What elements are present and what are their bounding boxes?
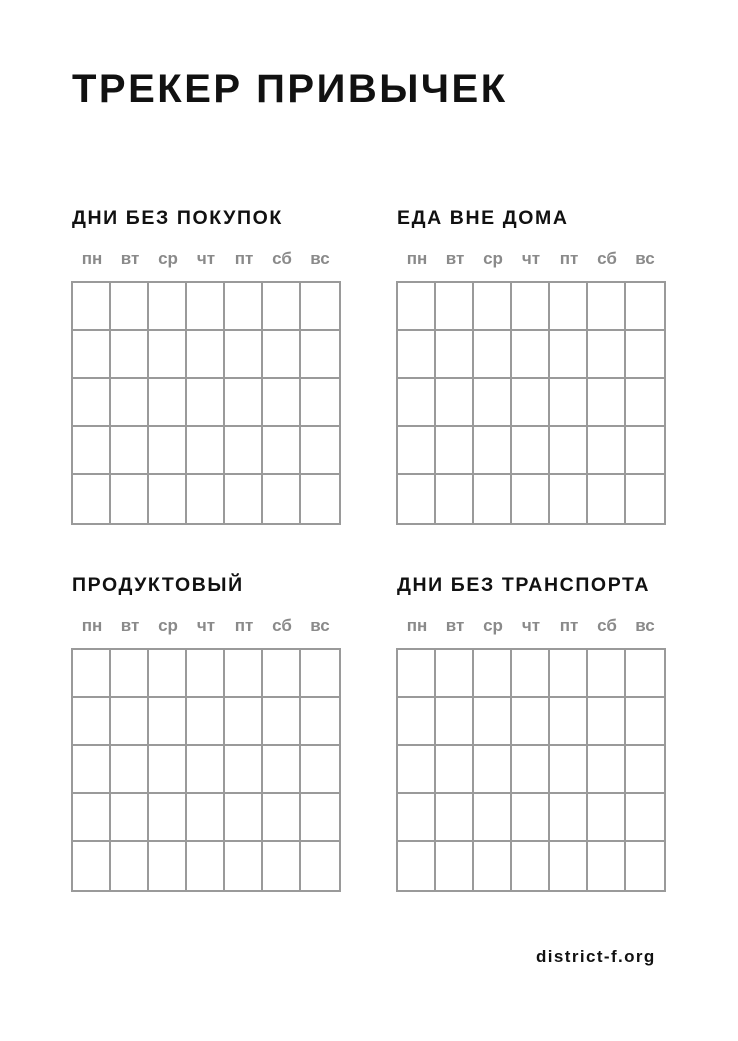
habit-cell (149, 427, 187, 475)
habit-cell (301, 746, 339, 794)
habit-cell (550, 842, 588, 890)
habit-cell (225, 746, 263, 794)
habit-cell (263, 794, 301, 842)
habit-cell (588, 794, 626, 842)
habit-cell (149, 475, 187, 523)
habit-cell (263, 331, 301, 379)
habit-cell (626, 794, 664, 842)
habit-cell (588, 475, 626, 523)
weekday-header (397, 248, 666, 270)
day-label: сб (597, 249, 617, 268)
habit-cell (512, 650, 550, 698)
tracker-title: ПРОДУКТОВЫЙ (72, 574, 244, 596)
habit-cell (225, 794, 263, 842)
day-label: вт (120, 249, 140, 268)
habit-cell (187, 842, 225, 890)
habit-cell (301, 331, 339, 379)
habit-cell (436, 794, 474, 842)
day-label: сб (272, 616, 292, 635)
habit-cell (225, 283, 263, 331)
footer-site: district-f.org (536, 947, 656, 966)
habit-cell (626, 283, 664, 331)
habit-cell (149, 794, 187, 842)
day-label: вт (445, 249, 465, 268)
tracker-title: ДНИ БЕЗ ТРАНСПОРТА (397, 574, 651, 596)
day-label: чт (196, 249, 216, 268)
habit-cell (398, 475, 436, 523)
habit-cell (263, 379, 301, 427)
tracker-eating-out (397, 206, 667, 524)
habit-cell (73, 475, 111, 523)
habit-cell (550, 331, 588, 379)
habit-cell (512, 379, 550, 427)
habit-cell (550, 698, 588, 746)
day-label: пн (406, 249, 428, 268)
habit-cell (187, 427, 225, 475)
habit-cell (550, 427, 588, 475)
habit-cell (187, 331, 225, 379)
habit-cell (73, 698, 111, 746)
habit-cell (626, 331, 664, 379)
habit-cell (626, 427, 664, 475)
habit-cell (73, 379, 111, 427)
habit-cell (474, 283, 512, 331)
habit-cell (301, 794, 339, 842)
habit-cell (263, 842, 301, 890)
habit-cell (111, 427, 149, 475)
habit-cell (474, 746, 512, 794)
habit-cell (626, 746, 664, 794)
habit-cell (111, 842, 149, 890)
habit-cell (474, 650, 512, 698)
habit-cell (149, 331, 187, 379)
day-label: пт (234, 249, 254, 268)
habit-cell (111, 475, 149, 523)
habit-cell (111, 650, 149, 698)
habit-cell (588, 283, 626, 331)
tracker-title: ДНИ БЕЗ ПОКУПОК (72, 207, 283, 229)
day-label: вт (445, 616, 465, 635)
habit-cell (263, 427, 301, 475)
habit-cell (301, 427, 339, 475)
habit-cell (474, 842, 512, 890)
habit-cell (588, 746, 626, 794)
habit-cell (73, 427, 111, 475)
habit-cell (301, 842, 339, 890)
habit-cell (626, 379, 664, 427)
habit-cell (512, 331, 550, 379)
day-label: вс (310, 616, 330, 635)
day-label: пт (559, 616, 579, 635)
habit-cell (474, 698, 512, 746)
day-label: чт (521, 616, 541, 635)
habit-cell (111, 794, 149, 842)
habit-cell (187, 379, 225, 427)
habit-cell (225, 331, 263, 379)
habit-cell (149, 746, 187, 794)
day-label: пт (234, 616, 254, 635)
habit-cell (398, 794, 436, 842)
habit-cell (436, 650, 474, 698)
weekday-header (72, 615, 341, 637)
day-label: вс (635, 616, 655, 635)
habit-cell (263, 746, 301, 794)
day-label: сб (597, 616, 617, 635)
habit-cell (73, 650, 111, 698)
habit-cell (588, 698, 626, 746)
habit-cell (398, 650, 436, 698)
habit-cell (149, 698, 187, 746)
habit-cell (550, 746, 588, 794)
habit-cell (111, 746, 149, 794)
day-label: вс (635, 249, 655, 268)
habit-cell (550, 475, 588, 523)
habit-cell (187, 475, 225, 523)
habit-cell (436, 746, 474, 794)
habit-cell (149, 379, 187, 427)
habit-cell (588, 331, 626, 379)
habit-cell (111, 331, 149, 379)
habit-cell (301, 475, 339, 523)
habit-cell (111, 379, 149, 427)
habit-cell (225, 842, 263, 890)
day-label: пн (81, 616, 103, 635)
habit-cell (626, 475, 664, 523)
habit-cell (550, 650, 588, 698)
habit-cell (263, 475, 301, 523)
habit-cell (301, 379, 339, 427)
habit-cell (225, 698, 263, 746)
habit-cell (73, 842, 111, 890)
habit-cell (263, 698, 301, 746)
habit-cell (398, 427, 436, 475)
habit-cell (436, 427, 474, 475)
tracker-no-transport (397, 573, 667, 891)
habit-cell (187, 794, 225, 842)
habit-cell (398, 842, 436, 890)
habit-cell (398, 331, 436, 379)
tracker-grocery (72, 573, 342, 891)
habit-cell (187, 746, 225, 794)
habit-cell (512, 746, 550, 794)
habit-cell (111, 698, 149, 746)
habit-cell (111, 283, 149, 331)
day-label: чт (196, 616, 216, 635)
habit-cell (436, 283, 474, 331)
habit-cell (512, 842, 550, 890)
habit-cell (149, 842, 187, 890)
habit-grid (397, 649, 665, 891)
habit-cell (225, 379, 263, 427)
habit-cell (225, 427, 263, 475)
habit-cell (550, 283, 588, 331)
day-label: вс (310, 249, 330, 268)
habit-cell (626, 842, 664, 890)
habit-cell (263, 650, 301, 698)
habit-cell (225, 650, 263, 698)
habit-cell (474, 427, 512, 475)
habit-cell (588, 842, 626, 890)
day-label: ср (158, 616, 178, 635)
habit-cell (436, 698, 474, 746)
day-label: ср (483, 616, 503, 635)
habit-cell (436, 379, 474, 427)
habit-cell (626, 698, 664, 746)
habit-cell (301, 698, 339, 746)
weekday-header (72, 248, 341, 270)
day-label: ср (483, 249, 503, 268)
habit-cell (263, 283, 301, 331)
habit-cell (398, 283, 436, 331)
habit-cell (474, 379, 512, 427)
habit-cell (73, 746, 111, 794)
habit-cell (73, 283, 111, 331)
habit-cell (187, 650, 225, 698)
day-label: пн (406, 616, 428, 635)
habit-grid (72, 649, 340, 891)
habit-cell (301, 283, 339, 331)
habit-cell (550, 379, 588, 427)
habit-cell (512, 794, 550, 842)
habit-cell (73, 794, 111, 842)
habit-cell (398, 746, 436, 794)
habit-cell (474, 794, 512, 842)
habit-cell (398, 698, 436, 746)
habit-cell (149, 283, 187, 331)
habit-cell (512, 475, 550, 523)
day-label: пт (559, 249, 579, 268)
tracker-no-shopping (72, 206, 342, 524)
habit-cell (398, 379, 436, 427)
page-title: ТРЕКЕР ПРИВЫЧЕК (72, 67, 508, 111)
habit-cell (225, 475, 263, 523)
weekday-header (397, 615, 666, 637)
habit-cell (550, 794, 588, 842)
habit-cell (588, 379, 626, 427)
habit-cell (588, 650, 626, 698)
day-label: пн (81, 249, 103, 268)
day-label: вт (120, 616, 140, 635)
habit-cell (512, 698, 550, 746)
habit-cell (626, 650, 664, 698)
habit-cell (512, 283, 550, 331)
habit-cell (588, 427, 626, 475)
habit-cell (436, 331, 474, 379)
day-label: сб (272, 249, 292, 268)
day-label: ср (158, 249, 178, 268)
habit-cell (187, 283, 225, 331)
habit-grid (397, 282, 665, 524)
habit-cell (149, 650, 187, 698)
habit-cell (474, 475, 512, 523)
habit-cell (301, 650, 339, 698)
habit-cell (436, 842, 474, 890)
habit-cell (73, 331, 111, 379)
habit-cell (187, 698, 225, 746)
tracker-title: ЕДА ВНЕ ДОМА (397, 207, 569, 229)
habit-cell (474, 331, 512, 379)
day-label: чт (521, 249, 541, 268)
habit-cell (512, 427, 550, 475)
habit-grid (72, 282, 340, 524)
habit-cell (436, 475, 474, 523)
